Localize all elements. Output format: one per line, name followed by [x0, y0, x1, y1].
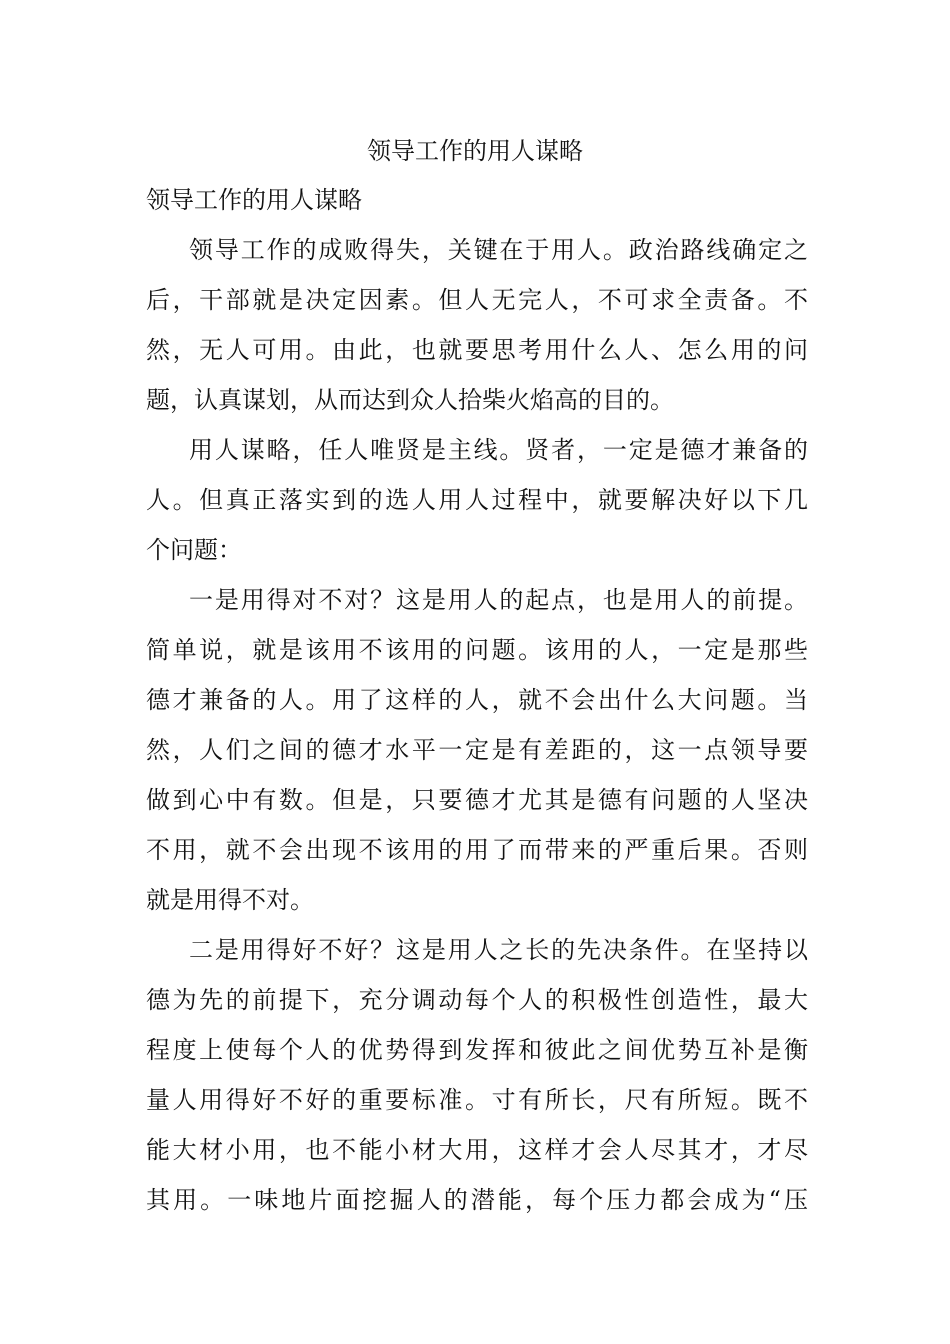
text-line: 用人谋略，任人唯贤是主线。贤者，一定是德才兼备的 [189, 436, 808, 464]
text-line: 人。但真正落实到的选人用人过程中，就要解决好以下几 [146, 486, 808, 514]
text-line: 德才兼备的人。用了这样的人，就不会出什么大问题。当 [146, 686, 808, 714]
text-line: 一是用得对不对？这是用人的起点，也是用人的前提。 [189, 586, 808, 614]
text-line: 然，人们之间的德才水平一定是有差距的，这一点领导要 [146, 736, 808, 764]
text-line: 二是用得好不好？这是用人之长的先决条件。在坚持以 [189, 936, 808, 964]
text-line: 就是用得不对。 [146, 886, 314, 914]
text-line: 能大材小用，也不能小材大用，这样才会人尽其才，才尽 [146, 1136, 808, 1164]
text-line: 量人用得好不好的重要标准。寸有所长，尺有所短。既不 [146, 1086, 808, 1114]
text-line: 个问题： [146, 536, 242, 564]
text-line: 简单说，就是该用不该用的问题。该用的人，一定是那些 [146, 636, 808, 664]
text-line: 后，干部就是决定因素。但人无完人，不可求全责备。不 [146, 286, 808, 314]
document-subtitle: 领导工作的用人谋略 [146, 186, 362, 214]
text-line: 德为先的前提下，充分调动每个人的积极性创造性，最大 [146, 986, 808, 1014]
text-line: 然，无人可用。由此，也就要思考用什么人、怎么用的问 [146, 336, 808, 364]
document-title: 领导工作的用人谋略 [367, 137, 583, 165]
text-line: 其用。一味地片面挖掘人的潜能，每个压力都会成为“压 [146, 1186, 808, 1214]
text-line: 领导工作的成败得失，关键在于用人。政治路线确定之 [189, 236, 808, 264]
document-body [146, 232, 808, 1232]
text-line: 题，认真谋划，从而达到众人拾柴火焰高的目的。 [146, 386, 674, 414]
text-line: 程度上使每个人的优势得到发挥和彼此之间优势互补是衡 [146, 1036, 808, 1064]
text-line: 不用，就不会出现不该用的用了而带来的严重后果。否则 [146, 836, 808, 864]
text-line: 做到心中有数。但是，只要德才尤其是德有问题的人坚决 [146, 786, 808, 814]
